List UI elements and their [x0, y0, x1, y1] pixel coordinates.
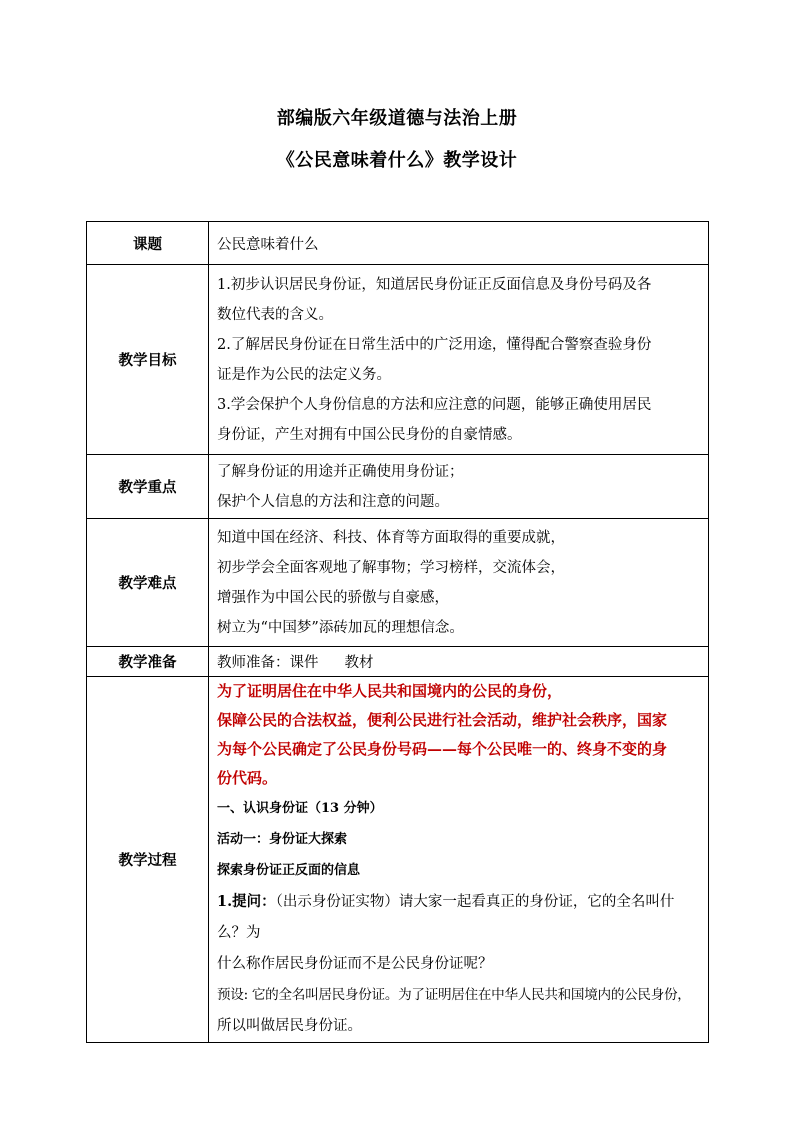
goal-line: 2.了解居民身份证在日常生活中的广泛用途，懂得配合警察查验身份 — [217, 336, 652, 353]
difficulty-line: 树立为“中国梦”添砖加瓦的理想信念。 — [217, 619, 464, 636]
goal-line: 证是作为公民的法定义务。 — [217, 366, 391, 383]
content-process — [209, 677, 709, 1043]
content-topic: 公民意味着什么 — [209, 222, 709, 265]
difficulty-line: 增强作为中国公民的骄傲与自豪感， — [217, 589, 449, 606]
goal-line: 1.初步认识居民身份证，知道居民身份证正反面信息及身份号码及各 — [217, 276, 652, 293]
highlight-line: 为了证明居住在中华人民共和国境内的公民的身份， — [217, 682, 563, 700]
label-preparation: 教学准备 — [87, 647, 209, 677]
key-point-line: 了解身份证的用途并正确使用身份证； — [217, 463, 464, 480]
document-title: 部编版六年级道德与法治上册 — [276, 108, 518, 129]
difficulty-line: 知道中国在经济、科技、体育等方面取得的重要成就， — [217, 529, 565, 546]
answer-line: 所以叫做居民身份证。 — [217, 1018, 362, 1034]
goal-line: 身份证，产生对拥有中国公民身份的自豪情感。 — [217, 426, 522, 443]
question-line — [217, 886, 702, 949]
highlight-line: 为每个公民确定了公民身份号码——每个公民唯一的、终身不变的身 — [217, 740, 668, 758]
lesson-plan-table — [86, 221, 709, 1043]
question-text: （出示身份证实物）请大家一起看真正的身份证，它的全名叫什么？为 — [217, 894, 675, 941]
key-point-line: 保护个人信息的方法和注意的问题。 — [217, 493, 449, 510]
row-difficulties — [87, 519, 709, 647]
label-key-points: 教学重点 — [87, 455, 209, 519]
highlight-line: 份代码。 — [217, 769, 278, 787]
preparation-item: 教材 — [344, 655, 374, 671]
row-topic — [87, 222, 709, 265]
row-goals — [87, 265, 709, 455]
label-difficulties: 教学难点 — [87, 519, 209, 647]
highlight-line: 保障公民的合法权益，便利公民进行社会活动，维护社会秩序，国家 — [217, 711, 668, 729]
content-preparation — [209, 647, 709, 677]
question-label: 1.提问： — [217, 893, 276, 910]
row-preparation — [87, 647, 709, 677]
row-key-points — [87, 455, 709, 519]
goal-line: 3.学会保护个人身份信息的方法和应注意的问题，能够正确使用居民 — [217, 396, 652, 413]
content-goals — [209, 265, 709, 455]
row-process — [87, 677, 709, 1043]
label-process: 教学过程 — [87, 677, 209, 1043]
document-subtitle: 《公民意味着什么》教学设计 — [276, 150, 518, 171]
label-topic: 课题 — [87, 222, 209, 265]
content-key-points — [209, 455, 709, 519]
activity-heading: 活动一：身份证大探索 — [217, 832, 348, 847]
question-line: 什么称作居民身份证而不是公民身份证呢？ — [217, 956, 493, 972]
preparation-prefix: 教师准备：课件 — [217, 655, 319, 671]
explore-heading: 探索身份证正反面的信息 — [217, 863, 361, 878]
answer-line: 预设: 它的全名叫居民身份证。为了证明居住在中华人民共和国境内的公民身份， — [217, 987, 691, 1003]
section-heading: 一、认识身份证（13 分钟） — [217, 801, 383, 816]
content-difficulties — [209, 519, 709, 647]
label-goals: 教学目标 — [87, 265, 209, 455]
goal-line: 数位代表的含义。 — [217, 306, 333, 323]
difficulty-line: 初步学会全面客观地了解事物；学习榜样，交流体会， — [217, 559, 565, 576]
